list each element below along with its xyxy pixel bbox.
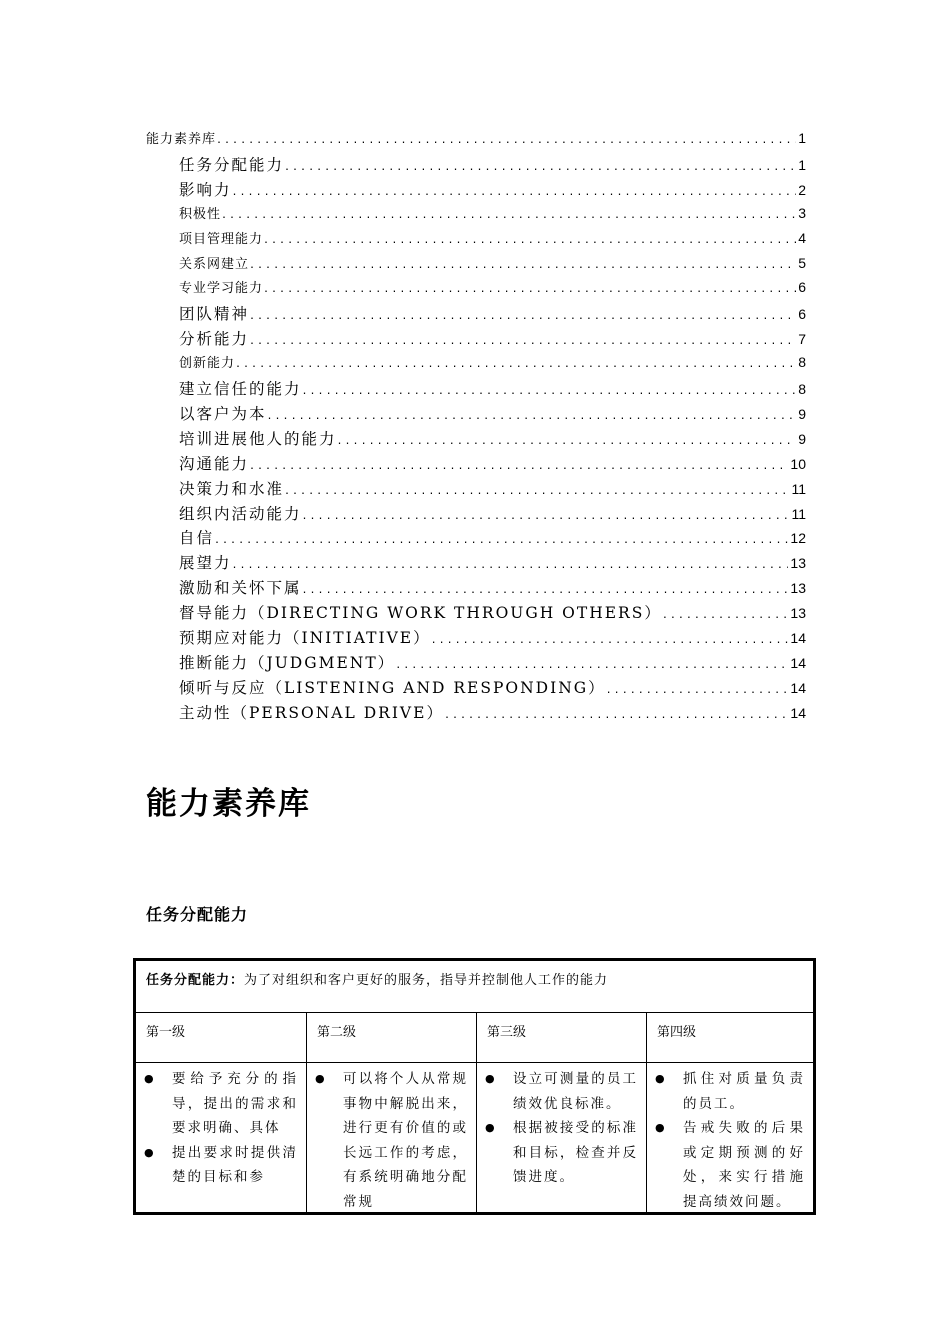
toc-entry-page: 6 bbox=[798, 306, 806, 323]
toc-entry[interactable] bbox=[179, 477, 806, 499]
toc-leader-dots bbox=[221, 210, 796, 221]
level-column bbox=[647, 1013, 813, 1212]
toc-entry-page: 2 bbox=[798, 181, 806, 198]
toc-entry-page: 1 bbox=[798, 156, 806, 173]
toc-entry[interactable] bbox=[179, 153, 806, 175]
toc-entry-title: 任务分配能力 bbox=[179, 155, 285, 174]
toc-entry-page: 7 bbox=[798, 331, 806, 348]
toc-entry-page: 12 bbox=[790, 530, 806, 547]
bullet-text: 根据被接受的标准和目标，检查并反馈进度。 bbox=[513, 1120, 638, 1185]
toc-entry[interactable] bbox=[179, 302, 806, 324]
toc-entry[interactable] bbox=[179, 253, 806, 275]
table-title bbox=[136, 961, 813, 1013]
toc-leader-dots bbox=[337, 436, 797, 447]
bullet-item bbox=[144, 1141, 298, 1190]
toc-leader-dots bbox=[214, 535, 788, 546]
bullet-item bbox=[315, 1067, 468, 1214]
level-header: 第二级 bbox=[307, 1013, 476, 1063]
toc-leader-dots bbox=[249, 311, 796, 322]
toc-leader-dots bbox=[302, 585, 789, 596]
toc-leader-dots bbox=[444, 710, 788, 721]
toc-leader-dots bbox=[232, 560, 789, 571]
level-header: 第四级 bbox=[647, 1013, 813, 1063]
toc-entry[interactable] bbox=[179, 178, 806, 200]
toc-entry-page: 13 bbox=[790, 580, 806, 597]
toc-entry-page: 9 bbox=[798, 430, 806, 447]
toc-entry-page: 14 bbox=[790, 679, 806, 696]
toc-entry-title: 创新能力 bbox=[179, 356, 236, 372]
bullet-item bbox=[485, 1116, 638, 1190]
toc-entry[interactable] bbox=[179, 601, 806, 623]
toc-entry[interactable] bbox=[179, 452, 806, 474]
toc-entry-title: 团队精神 bbox=[179, 305, 250, 324]
toc-entry[interactable] bbox=[179, 352, 806, 374]
toc-entry-title: 沟通能力 bbox=[179, 454, 250, 473]
toc-entry[interactable] bbox=[179, 651, 806, 673]
bullet-icon: ● bbox=[144, 1072, 154, 1085]
toc-entry[interactable] bbox=[179, 277, 806, 299]
level-header: 第三级 bbox=[477, 1013, 646, 1063]
toc-entry[interactable] bbox=[179, 502, 806, 524]
competency-table bbox=[133, 958, 816, 1215]
toc-entry-page: 10 bbox=[790, 455, 806, 472]
bullet-text: 可以将个人从常规事物中解脱出来，进行更有价值的或长远工作的考虑，有系统明确地分配常规 bbox=[343, 1071, 468, 1210]
toc-leader-dots bbox=[302, 511, 790, 522]
bullet-icon: ● bbox=[315, 1072, 325, 1085]
toc-entry-title: 倾听与反应（LISTENING AND RESPONDING） bbox=[179, 678, 606, 697]
toc-entry-page: 4 bbox=[798, 229, 806, 246]
toc-leader-dots bbox=[263, 235, 796, 246]
section-heading: 能力素养库 bbox=[146, 786, 311, 822]
toc-entry-title: 激励和关怀下属 bbox=[179, 579, 302, 598]
toc-leader-dots bbox=[284, 162, 796, 173]
level-column bbox=[136, 1013, 307, 1212]
toc-leader-dots bbox=[249, 260, 796, 271]
bullet-text: 告戒失败的后果或定期预测的好处，来实行措施提高绩效问题。 bbox=[683, 1120, 805, 1210]
toc-entry-page: 11 bbox=[791, 505, 806, 522]
toc-entry-page: 13 bbox=[790, 605, 806, 622]
level-header: 第一级 bbox=[136, 1013, 306, 1063]
toc-entry-page: 9 bbox=[798, 405, 806, 422]
toc-entry[interactable] bbox=[179, 626, 806, 648]
bullet-icon: ● bbox=[144, 1145, 154, 1159]
level-body bbox=[477, 1063, 646, 1190]
subsection-heading: 任务分配能力 bbox=[146, 905, 249, 924]
toc-entry[interactable] bbox=[179, 551, 806, 573]
toc-leader-dots bbox=[662, 610, 789, 621]
bullet-item bbox=[655, 1116, 805, 1214]
level-body bbox=[307, 1063, 476, 1214]
bullet-text: 抓住对质量负责的员工。 bbox=[683, 1071, 805, 1112]
level-body bbox=[136, 1063, 306, 1190]
toc-entry[interactable] bbox=[179, 701, 806, 723]
toc-entry-title: 决策力和水准 bbox=[179, 479, 285, 498]
toc-entry-title: 组织内活动能力 bbox=[179, 504, 302, 523]
toc-leader-dots bbox=[249, 336, 796, 347]
bullet-text: 要给予充分的指导，提出的需求和要求明确、具体 bbox=[172, 1071, 298, 1136]
toc-entry-page: 3 bbox=[798, 204, 806, 221]
toc-entry-title: 能力素养库 bbox=[146, 132, 217, 147]
toc-leader-dots bbox=[395, 660, 788, 671]
toc-leader-dots bbox=[263, 284, 796, 295]
toc-entry-title: 自信 bbox=[179, 529, 215, 548]
bullet-icon: ● bbox=[655, 1072, 665, 1085]
toc-entry[interactable] bbox=[179, 676, 806, 698]
toc-entry-page: 14 bbox=[790, 654, 806, 671]
toc-entry-page: 11 bbox=[791, 480, 806, 497]
toc-leader-dots bbox=[235, 359, 796, 370]
table-title-term: 任务分配能力： bbox=[146, 973, 245, 988]
bullet-icon: ● bbox=[655, 1121, 665, 1134]
toc-entry-page: 13 bbox=[790, 555, 806, 572]
toc-leader-dots bbox=[302, 386, 797, 397]
toc-entry[interactable] bbox=[179, 327, 806, 349]
bullet-text: 提出要求时提供清楚的目标和参 bbox=[172, 1144, 298, 1185]
toc-entry-page: 14 bbox=[790, 704, 806, 721]
bullet-item bbox=[144, 1067, 298, 1141]
bullet-text: 设立可测量的员工绩效优良标准。 bbox=[513, 1071, 638, 1112]
toc-entry-title: 预期应对能力（INITIATIVE） bbox=[179, 629, 431, 647]
toc-entry-title: 影响力 bbox=[179, 180, 232, 199]
toc-entry[interactable] bbox=[179, 427, 806, 449]
toc-leader-dots bbox=[232, 187, 797, 198]
toc-entry-title: 积极性 bbox=[179, 206, 222, 222]
toc-entry[interactable] bbox=[179, 377, 806, 399]
toc-entry-page: 8 bbox=[798, 381, 806, 397]
toc-entry[interactable] bbox=[179, 203, 806, 225]
toc-entry[interactable] bbox=[146, 128, 806, 150]
toc-entry-page: 14 bbox=[790, 630, 806, 646]
toc-entry-title: 督导能力（DIRECTING WORK THROUGH OTHERS） bbox=[179, 604, 662, 623]
toc-entry-title: 分析能力 bbox=[179, 330, 250, 349]
toc-entry[interactable] bbox=[179, 228, 806, 250]
toc-entry-page: 1 bbox=[798, 130, 806, 146]
toc-entry-title: 建立信任的能力 bbox=[179, 380, 302, 398]
toc-entry-title: 以客户为本 bbox=[179, 404, 267, 423]
level-column bbox=[307, 1013, 477, 1212]
level-column bbox=[477, 1013, 647, 1212]
bullet-item bbox=[485, 1067, 638, 1116]
toc-leader-dots bbox=[267, 411, 797, 422]
table-title-definition: 为了对组织和客户更好的服务，指导并控制他人工作的能力 bbox=[244, 973, 609, 988]
toc-entry-page: 5 bbox=[798, 254, 806, 271]
level-body bbox=[647, 1063, 813, 1214]
toc-entry-title: 推断能力（JUDGMENT） bbox=[179, 653, 396, 672]
toc-entry-page: 8 bbox=[798, 354, 806, 371]
toc-leader-dots bbox=[284, 486, 789, 497]
bullet-icon: ● bbox=[485, 1121, 495, 1134]
toc-entry[interactable] bbox=[179, 402, 806, 424]
toc-entry[interactable] bbox=[179, 576, 806, 598]
toc-entry[interactable] bbox=[179, 526, 806, 548]
toc-leader-dots bbox=[431, 635, 789, 646]
toc-entry-title: 关系网建立 bbox=[179, 256, 250, 272]
bullet-icon: ● bbox=[485, 1072, 495, 1085]
toc-entry-title: 展望力 bbox=[179, 554, 232, 573]
bullet-item bbox=[655, 1067, 805, 1116]
toc-entry-title: 项目管理能力 bbox=[179, 231, 264, 247]
toc-leader-dots bbox=[249, 461, 788, 472]
toc-entry-page: 6 bbox=[798, 279, 806, 296]
toc-leader-dots bbox=[606, 685, 789, 696]
toc-entry-title: 专业学习能力 bbox=[179, 281, 264, 297]
toc-entry-title: 主动性（PERSONAL DRIVE） bbox=[179, 703, 444, 722]
toc-leader-dots bbox=[216, 135, 796, 146]
toc-entry-title: 培训进展他人的能力 bbox=[179, 429, 337, 448]
